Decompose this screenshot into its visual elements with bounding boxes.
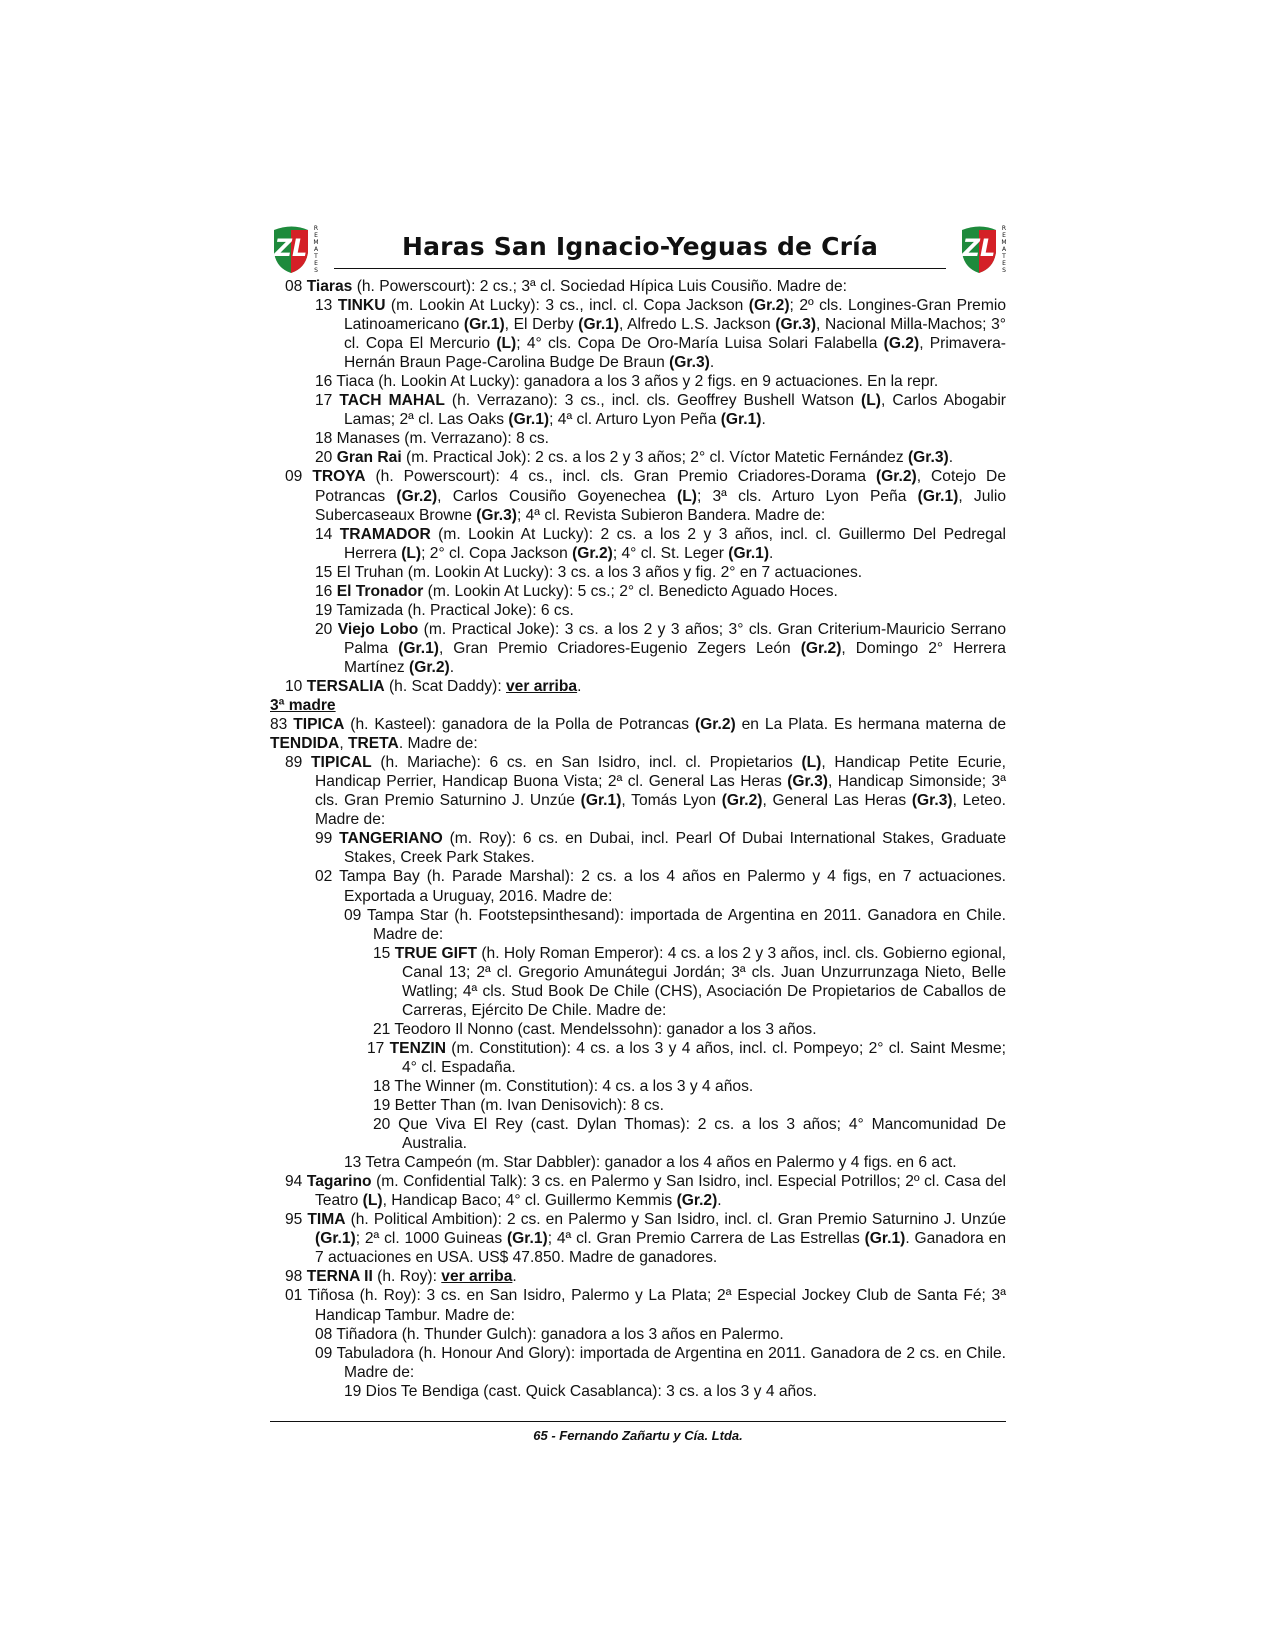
pedigree-entry [270, 296, 1006, 372]
entry-text: (Gr.1) [506, 1230, 548, 1248]
entry-text: . [948, 449, 954, 467]
entry-text: 95 [285, 1211, 308, 1229]
svg-text:R: R [313, 225, 319, 232]
entry-text: , Julio Subercaseaux Browne [315, 487, 1006, 524]
entry-text: 18 The Winner (m. Constitution): 4 cs. a los 3 y 4 años. [373, 1077, 754, 1095]
entry-text: (Gr.2) [800, 639, 842, 657]
pedigree-entry [270, 1115, 1006, 1153]
entry-text: (h. Powerscourt): 4 cs., incl. cls. Gran Premio Criadores-Dorama [365, 468, 876, 486]
entry-text: , Alfredo L.S. Jackson [619, 316, 776, 334]
entry-text: (L) [677, 487, 697, 505]
pedigree-entry [270, 372, 1006, 391]
pedigree-entry [270, 1039, 1006, 1077]
pedigree-entry [270, 829, 1006, 867]
pedigree-entry [270, 1382, 1006, 1401]
pedigree-entry [270, 1172, 1006, 1210]
entry-text: 21 Teodoro Il Nonno (cast. Mendelssohn): ganador a los 3 años. [373, 1020, 817, 1038]
entry-text: (Gr.3) [669, 354, 710, 372]
pedigree-entry [270, 1286, 1006, 1324]
entry-text: (Gr.3) [775, 316, 817, 334]
entry-text: (Gr.3) [787, 773, 828, 791]
pedigree-entry [270, 677, 1006, 696]
entry-text: (Gr.2) [572, 544, 613, 562]
pedigree-entry [270, 582, 1006, 601]
entry-text: Tiaras [306, 278, 353, 295]
svg-text:ZL: ZL [962, 234, 996, 262]
entry-text: , Handicap Baco; 4° cl. Guillermo Kemmis [382, 1192, 677, 1210]
entry-text: (G.2) [883, 335, 920, 353]
page-header [270, 222, 1010, 274]
entry-text: ; 4ª cl. Arturo Lyon Peña [549, 411, 721, 429]
svg-text:S: S [1002, 267, 1006, 274]
entry-text: (Gr.3) [911, 792, 953, 810]
entry-text: 09 [285, 468, 313, 486]
pedigree-entry [270, 867, 1006, 905]
entry-text: (Gr.2) [721, 792, 763, 810]
pedigree-entry [270, 563, 1006, 582]
entry-text: (Gr.2) [875, 468, 917, 486]
entry-text: , Tomás Lyon [621, 792, 722, 810]
pedigree-entry [270, 277, 1006, 296]
svg-text:E: E [314, 232, 318, 239]
entry-text: (Gr.1) [508, 411, 550, 429]
pedigree-entry [270, 1153, 1006, 1172]
entry-text: , Cotejo De Potrancas [315, 468, 1006, 505]
cross-reference-link-text: ver arriba [441, 1268, 513, 1286]
entry-text: 16 [315, 582, 337, 600]
entry-text: TIPICA [293, 716, 345, 734]
entry-text: 01 Tiñosa (h. Roy): 3 cs. en San Isidro, Palermo y La Plata; 2ª Especial Jockey Club de Santa Fé; 3ª Handicap Tambur. Madre de: [285, 1287, 1006, 1324]
entry-text: , [339, 735, 348, 753]
entry-text: (h. Political Ambition): 2 cs. en Palermo y San Isidro, incl. cl. Gran Premio Saturnino J. Unzúe [345, 1211, 1006, 1229]
entry-text: 19 Tamizada (h. Practical Joke): 6 cs. [315, 601, 574, 619]
entry-text: (Gr.1) [728, 544, 770, 562]
entry-text: (h. Scat Daddy): [384, 677, 506, 695]
entry-text: . [769, 544, 774, 562]
entry-text: (Gr.2) [396, 487, 438, 505]
entry-text: (m. Lookin At Lucky): 2 cs. a los 2 y 3 años, incl. cl. Guillermo Del Pedregal Herrera [344, 525, 1006, 562]
entry-text: 09 Tampa Star (h. Footstepsinthesand): importada de Argentina en 2011. Ganadora en Chile. Madre de: [344, 906, 1006, 943]
entry-text: (m. Lookin At Lucky): 5 cs.; 2° cl. Benedicto Aguado Hoces. [423, 582, 838, 600]
svg-text:E: E [1002, 260, 1006, 267]
entry-text: , Handicap Simonside; 3ª cls. Gran Premio Saturnino J. Unzúe [315, 773, 1006, 810]
entry-text: 10 [285, 677, 307, 695]
entry-text: ; 3ª cls. Arturo Lyon Peña [696, 487, 918, 505]
entry-text: (L) [801, 754, 822, 772]
entry-text: , Gran Premio Criadores-Eugenio Zegers León [438, 639, 801, 657]
entry-text: , Leteo. Madre de: [315, 792, 1006, 829]
entry-text: , Domingo 2° Herrera Martínez [344, 639, 1006, 676]
entry-text: 89 [285, 754, 312, 772]
entry-text: (Gr.1) [864, 1230, 906, 1248]
entry-text: (Gr.1) [398, 639, 439, 657]
pedigree-entry [270, 715, 1006, 753]
zl-remates-logo-right [958, 222, 1010, 274]
entry-text: 13 [315, 297, 338, 315]
entry-text: ; 4° cls. Copa De Oro-María Luisa Solari Falabella [516, 335, 884, 353]
page-footer: 65 - Fernando Zañartu y Cía. Ltda. [533, 1428, 743, 1443]
footer-rule [270, 1421, 1006, 1422]
entry-text: . [717, 1192, 722, 1210]
entry-text: TERNA II [306, 1268, 373, 1286]
entry-text: 17 [367, 1039, 390, 1057]
entry-text: ; 2º cls. Longines-Gran Premio Latinoamericano [344, 297, 1006, 334]
entry-text: Tagarino [306, 1173, 372, 1191]
pedigree-entry [270, 1096, 1006, 1115]
svg-text:E: E [1002, 232, 1006, 239]
entry-text: 09 Tabuladora (h. Honour And Glory): importada de Argentina en 2011. Ganadora de 2 cs. en Chile. Madre de: [315, 1344, 1006, 1381]
entry-text: . [709, 354, 715, 372]
entry-text: 08 [285, 278, 307, 295]
pedigree-entry [270, 1077, 1006, 1096]
entry-text: 20 [315, 449, 337, 467]
entry-text: 15 El Truhan (m. Lookin At Lucky): 3 cs. a los 3 años y fig. 2° en 7 actuaciones. [315, 563, 863, 581]
pedigree-entry [270, 429, 1006, 448]
pedigree-entry [270, 467, 1006, 524]
entry-text: 19 Better Than (m. Ivan Denisovich): 8 cs. [373, 1097, 664, 1115]
entry-text: (L) [496, 335, 517, 353]
svg-text:T: T [314, 253, 318, 260]
entry-text: TIMA [307, 1211, 346, 1229]
entry-text: (Gr.1) [917, 487, 959, 505]
pedigree-entry [270, 944, 1006, 1020]
entry-text: . Ganadora en 7 actuaciones en USA. US$ 47.850. Madre de ganadores. [315, 1230, 1006, 1267]
entry-text: TENDIDA [270, 735, 340, 753]
entry-text: 18 Manases (m. Verrazano): 8 cs. [315, 430, 550, 448]
entry-text: (m. Confidential Talk): 3 cs. en Palermo y San Isidro, incl. Especial Potrillos; 2º cl. Casa del Teatro [315, 1173, 1006, 1210]
entry-text: (h. Roy): [372, 1268, 442, 1286]
entry-text: (Gr.2) [409, 658, 450, 676]
entry-text: 94 [285, 1173, 307, 1191]
entry-text: (Gr.2) [748, 297, 790, 315]
pedigree-entry [270, 448, 1006, 467]
entry-text: , Carlos Cousiño Goyenechea [437, 487, 678, 505]
entry-text: TRAMADOR [339, 525, 431, 543]
entry-text: (L) [362, 1192, 383, 1210]
entry-text: (L) [861, 392, 881, 410]
entry-text: (m. Constitution): 4 cs. a los 3 y 4 años, incl. cl. Pompeyo; 2° cl. Saint Mesme; 4° cl. Espadaña. [402, 1039, 1006, 1076]
entry-text: en La Plata. Es hermana materna de [735, 716, 1006, 734]
entry-text: ; 4ª cl. Revista Subieron Bandera. Madre de: [516, 506, 826, 524]
svg-text:ZL: ZL [274, 234, 308, 262]
pedigree-entry [270, 1344, 1006, 1382]
entry-text: Viejo Lobo [337, 620, 419, 638]
entry-text: (Gr.1) [315, 1230, 356, 1248]
pedigree-text [270, 277, 1006, 1401]
page-title: Haras San Ignacio-Yeguas de Cría [401, 232, 879, 261]
entry-text: 13 Tetra Campeón (m. Star Dabbler): ganador a los 4 años en Palermo y 4 figs. en 6 act. [344, 1154, 957, 1172]
pedigree-entry [270, 906, 1006, 944]
entry-text: (Gr.1) [580, 792, 622, 810]
entry-text: 02 Tampa Bay (h. Parade Marshal): 2 cs. a los 4 años en Palermo y 4 figs, en 7 actuaciones. Exportada a Uruguay, 2016. Madre de: [315, 868, 1006, 905]
entry-text: TRUE GIFT [394, 944, 478, 962]
entry-text: (h. Powerscourt): 2 cs.; 3ª cl. Sociedad Hípica Luis Cousiño. Madre de: [352, 278, 847, 295]
entry-text: . [449, 658, 455, 676]
entry-text: Gran Rai [336, 449, 402, 467]
entry-text: (m. Practical Jok): 2 cs. a los 2 y 3 años; 2° cl. Víctor Matetic Fernández [401, 449, 908, 467]
entry-text: 20 Que Viva El Rey (cast. Dylan Thomas): 2 cs. a los 3 años; 4° Mancomunidad De Australia. [373, 1116, 1006, 1153]
pedigree-entry [270, 391, 1006, 429]
entry-text: ; 2ª cl. 1000 Guineas [355, 1230, 507, 1248]
entry-text: ; 4ª cl. Gran Premio Carrera de Las Estrellas [547, 1230, 865, 1248]
entry-text: TROYA [312, 468, 366, 486]
pedigree-entry [270, 620, 1006, 677]
svg-text:A: A [313, 246, 319, 253]
entry-text: (Gr.3) [907, 449, 949, 467]
entry-text: . [761, 411, 766, 429]
entry-text: TINKU [337, 297, 386, 315]
zl-remates-logo-left [270, 222, 322, 274]
pedigree-entry [270, 1020, 1006, 1039]
entry-text: 15 [373, 944, 395, 962]
entry-text: , Carlos Abogabir Lamas; 2ª cl. Las Oaks [344, 392, 1006, 429]
entry-text: (Gr.2) [694, 716, 736, 734]
svg-text:M: M [313, 239, 319, 246]
entry-text: (Gr.1) [720, 411, 762, 429]
pedigree-entry [270, 1267, 1006, 1286]
entry-text: (m. Practical Joke): 3 cs. a los 2 y 3 años; 3° cls. Gran Criterium-Mauricio Serrano Palma [344, 620, 1006, 657]
entry-text: , General Las Heras [762, 792, 912, 810]
cross-reference-link-text: ver arriba [506, 677, 578, 695]
entry-text: 16 Tiaca (h. Lookin At Lucky): ganadora a los 3 años y 2 figs. en 9 actuaciones. En la repr. [315, 373, 939, 391]
entry-text: (Gr.1) [463, 316, 505, 334]
entry-text: TENZIN [389, 1039, 446, 1057]
pedigree-entry [270, 525, 1006, 563]
pedigree-entry [270, 601, 1006, 620]
entry-text: 3ª madre [270, 697, 336, 715]
svg-text:R: R [1001, 225, 1007, 232]
entry-text: TANGERIANO [339, 830, 443, 848]
entry-text: 99 [315, 830, 340, 848]
svg-text:A: A [1001, 246, 1007, 253]
entry-text: , Primavera-Hernán Braun Page-Carolina Budge De Braun [344, 335, 1006, 372]
entry-text: 20 [315, 620, 338, 638]
entry-text: (L) [401, 544, 422, 562]
entry-text: (Gr.1) [578, 316, 620, 334]
entry-text: (h. Verrazano): 3 cs., incl. cls. Geoffrey Bushell Watson [444, 392, 862, 410]
svg-text:S: S [314, 267, 318, 274]
entry-text: ; 2° cl. Copa Jackson [421, 544, 573, 562]
entry-text: (h. Holy Roman Emperor): 4 cs. a los 2 y 3 años, incl. cls. Gobierno egional, Canal 13; 2ª cl. Gregorio Amunátegui Jordán; 3ª cls. Juan Unzurrunzaga Nieto, Belle Watling; 4ª cls. Stud Book De Chile (CHS), Asociación De Propietarios de Caballos de Carreras, Ejército De Chile. Madre de: [402, 944, 1006, 1019]
entry-text: 17 [315, 392, 340, 410]
entry-text: , Nacional Milla-Machos; 3° cl. Copa El Mercurio [344, 316, 1006, 353]
entry-text: (m. Lookin At Lucky): 3 cs., incl. cl. Copa Jackson [385, 297, 749, 315]
entry-text: , Handicap Petite Ecurie, Handicap Perrier, Handicap Buona Vista; 2ª cl. General Las Heras [315, 754, 1006, 791]
entry-text: 14 [315, 525, 340, 543]
entry-text: 08 Tiñadora (h. Thunder Gulch): ganadora a los 3 años en Palermo. [315, 1325, 784, 1343]
svg-text:T: T [1002, 253, 1006, 260]
entry-text: . Madre de: [398, 735, 478, 753]
entry-text: TACH MAHAL [339, 392, 445, 410]
entry-text: , El Derby [504, 316, 579, 334]
entry-text: 19 Dios Te Bendiga (cast. Quick Casablanca): 3 cs. a los 3 y 4 años. [344, 1382, 817, 1400]
entry-text: 98 [285, 1268, 307, 1286]
entry-text: 83 [270, 716, 294, 734]
entry-text: . [512, 1268, 517, 1286]
entry-text: (h. Kasteel): ganadora de la Polla de Potrancas [344, 716, 695, 734]
entry-text: (Gr.3) [476, 506, 517, 524]
entry-text: . [577, 677, 582, 695]
entry-text: TIPICAL [311, 754, 372, 772]
entry-text: ; 4° cl. St. Leger [612, 544, 729, 562]
svg-text:E: E [314, 260, 318, 267]
section-heading [270, 696, 1006, 715]
entry-text: TERSALIA [306, 677, 385, 695]
entry-text: (Gr.2) [676, 1192, 718, 1210]
entry-text: El Tronador [336, 582, 424, 600]
entry-text: TRETA [347, 735, 399, 753]
title-underline [334, 268, 946, 269]
entry-text: (m. Roy): 6 cs. en Dubai, incl. Pearl Of Dubai International Stakes, Graduate Stakes, Creek Park Stakes. [344, 830, 1006, 867]
pedigree-entry [270, 1325, 1006, 1344]
pedigree-entry [270, 753, 1006, 829]
pedigree-entry [270, 1210, 1006, 1267]
svg-text:M: M [1001, 239, 1007, 246]
entry-text: (h. Mariache): 6 cs. en San Isidro, incl. cl. Propietarios [371, 754, 802, 772]
